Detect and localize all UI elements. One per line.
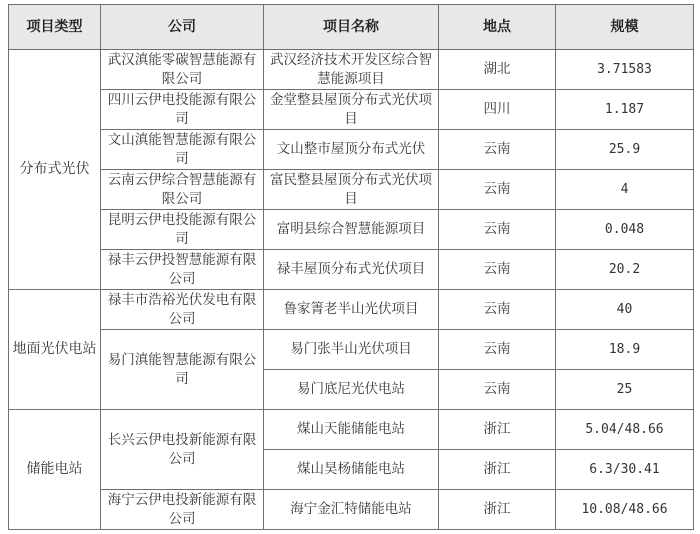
project-type-cell: 储能电站 <box>9 410 101 530</box>
table-row <box>9 90 694 130</box>
company-cell: 长兴云伊电投新能源有限公司 <box>101 410 264 490</box>
table-row <box>9 410 694 450</box>
header-project-name: 项目名称 <box>264 5 439 50</box>
table-row <box>9 130 694 170</box>
location-cell: 浙江 <box>439 450 556 490</box>
project-name-cell: 易门底尼光伏电站 <box>264 370 439 410</box>
company-cell: 易门滇能智慧能源有限公司 <box>101 330 264 410</box>
project-name-cell: 武汉经济技术开发区综合智慧能源项目 <box>264 50 439 90</box>
project-name-cell: 煤山天能储能电站 <box>264 410 439 450</box>
header-location: 地点 <box>439 5 556 50</box>
location-cell: 云南 <box>439 330 556 370</box>
scale-cell: 20.2 <box>556 250 694 290</box>
project-name-cell: 富明县综合智慧能源项目 <box>264 210 439 250</box>
location-cell: 云南 <box>439 210 556 250</box>
project-name-cell: 海宁金汇特储能电站 <box>264 490 439 530</box>
scale-cell: 25 <box>556 370 694 410</box>
table-row <box>9 170 694 210</box>
scale-cell: 6.3/30.41 <box>556 450 694 490</box>
table-header-row <box>9 5 694 50</box>
company-cell: 文山滇能智慧能源有限公司 <box>101 130 264 170</box>
company-cell: 昆明云伊电投能源有限公司 <box>101 210 264 250</box>
table-row <box>9 210 694 250</box>
company-cell: 云南云伊综合智慧能源有限公司 <box>101 170 264 210</box>
scale-cell: 5.04/48.66 <box>556 410 694 450</box>
location-cell: 浙江 <box>439 410 556 450</box>
scale-cell: 40 <box>556 290 694 330</box>
table-row <box>9 250 694 290</box>
table-row <box>9 490 694 530</box>
company-cell: 禄丰云伊投智慧能源有限公司 <box>101 250 264 290</box>
location-cell: 四川 <box>439 90 556 130</box>
scale-cell: 3.71583 <box>556 50 694 90</box>
scale-cell: 1.187 <box>556 90 694 130</box>
table-row <box>9 50 694 90</box>
location-cell: 云南 <box>439 130 556 170</box>
location-cell: 云南 <box>439 250 556 290</box>
scale-cell: 4 <box>556 170 694 210</box>
project-name-cell: 鲁家箐老半山光伏项目 <box>264 290 439 330</box>
company-cell: 禄丰市浩裕光伏发电有限公司 <box>101 290 264 330</box>
project-type-cell: 地面光伏电站 <box>9 290 101 410</box>
project-name-cell: 易门张半山光伏项目 <box>264 330 439 370</box>
table-row <box>9 330 694 370</box>
company-cell: 四川云伊电投能源有限公司 <box>101 90 264 130</box>
location-cell: 湖北 <box>439 50 556 90</box>
project-type-cell: 分布式光伏 <box>9 50 101 290</box>
header-project-type: 项目类型 <box>9 5 101 50</box>
project-name-cell: 煤山昊杨储能电站 <box>264 450 439 490</box>
project-name-cell: 禄丰屋顶分布式光伏项目 <box>264 250 439 290</box>
location-cell: 云南 <box>439 170 556 210</box>
header-scale: 规模 <box>556 5 694 50</box>
project-table <box>8 4 694 530</box>
scale-cell: 18.9 <box>556 330 694 370</box>
scale-cell: 10.08/48.66 <box>556 490 694 530</box>
location-cell: 浙江 <box>439 490 556 530</box>
company-cell: 武汉滇能零碳智慧能源有限公司 <box>101 50 264 90</box>
header-company: 公司 <box>101 5 264 50</box>
table-row <box>9 290 694 330</box>
project-name-cell: 金堂整县屋顶分布式光伏项目 <box>264 90 439 130</box>
company-cell: 海宁云伊电投新能源有限公司 <box>101 490 264 530</box>
project-name-cell: 文山整市屋顶分布式光伏 <box>264 130 439 170</box>
project-name-cell: 富民整县屋顶分布式光伏项目 <box>264 170 439 210</box>
location-cell: 云南 <box>439 370 556 410</box>
scale-cell: 0.048 <box>556 210 694 250</box>
scale-cell: 25.9 <box>556 130 694 170</box>
location-cell: 云南 <box>439 290 556 330</box>
